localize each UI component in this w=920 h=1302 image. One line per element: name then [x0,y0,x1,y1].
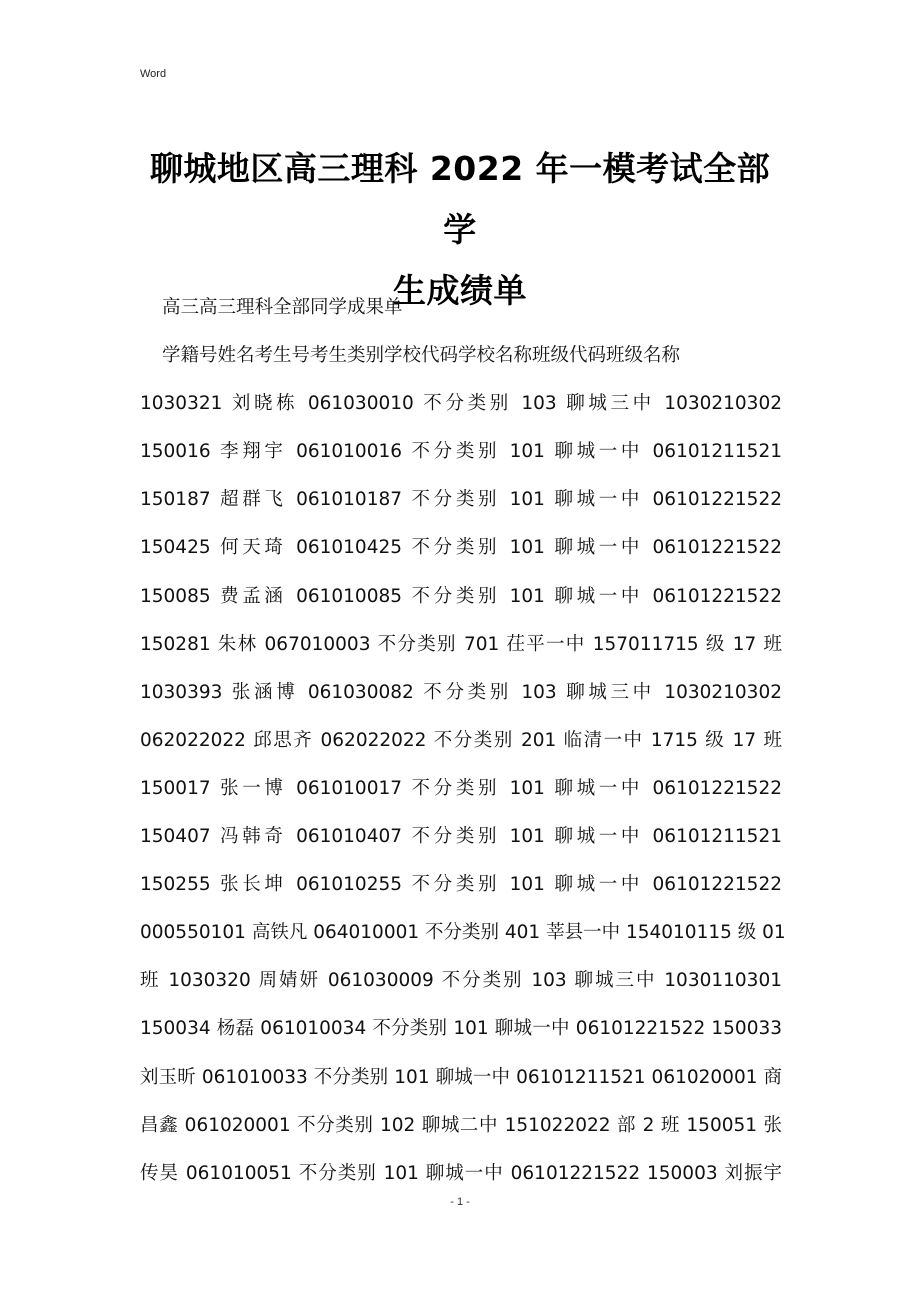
page-number: - 1 - [450,1196,470,1208]
record-line: 150281 朱林 067010003 不分类别 701 茌平一中 157011715 级 17 班 [140,633,782,655]
page-header-label: Word [140,68,167,80]
record-line: 000550101 高铁凡 064010001 不分类别 401 莘县一中 154010115 级 01 [140,922,786,944]
record-line: 150407 冯韩奇 061010407 不分类别 101 聊城一中 06101211521 [140,826,782,848]
title-line-1: 聊城地区高三理科 2022 年一模考试全部学 [149,149,771,249]
record-line: 150255 张长坤 061010255 不分类别 101 聊城一中 06101221522 [140,874,782,896]
record-line: 062022022 邱思齐 062022022 不分类别 201 临清一中 1715 级 17 班 [140,729,782,751]
column-header-paragraph: 学籍号姓名考生号考生类别学校代码学校名称班级代码班级名称 [162,345,681,367]
record-line: 150085 费孟涵 061010085 不分类别 101 聊城一中 06101221522 [140,585,782,607]
subtitle-paragraph: 高三高三理科全部同学成果单 [162,297,403,318]
record-line: 150017 张一博 061010017 不分类别 101 聊城一中 06101221522 [140,777,782,799]
record-line: 150034 杨磊 061010034 不分类别 101 聊城一中 06101221522 150033 [140,1018,782,1040]
document-body [140,284,786,1198]
record-line: 1030321 刘晓栋 061030010 不分类别 103 聊城三中 1030210302 [140,393,782,415]
record-line: 传昊 061010051 不分类别 101 聊城一中 06101221522 150003 刘振宇 [140,1162,782,1184]
title-line-2: 生成绩单 [393,271,527,310]
record-line: 150425 何天琦 061010425 不分类别 101 聊城一中 06101221522 [140,537,782,559]
record-line: 班 1030320 周婧妍 061030009 不分类别 103 聊城三中 1030110301 [140,970,782,992]
record-line: 刘玉昕 061010033 不分类别 101 聊城一中 06101211521 061020001 商 [140,1066,782,1088]
record-line: 昌鑫 061020001 不分类别 102 聊城二中 151022022 部 2 班 150051 张 [140,1114,782,1136]
record-line: 150187 超群飞 061010187 不分类别 101 聊城一中 06101221522 [140,489,782,511]
record-line: 1030393 张涵博 061030082 不分类别 103 聊城三中 1030210302 [140,681,782,703]
record-line: 150016 李翔宇 061010016 不分类别 101 聊城一中 06101211521 [140,441,782,463]
